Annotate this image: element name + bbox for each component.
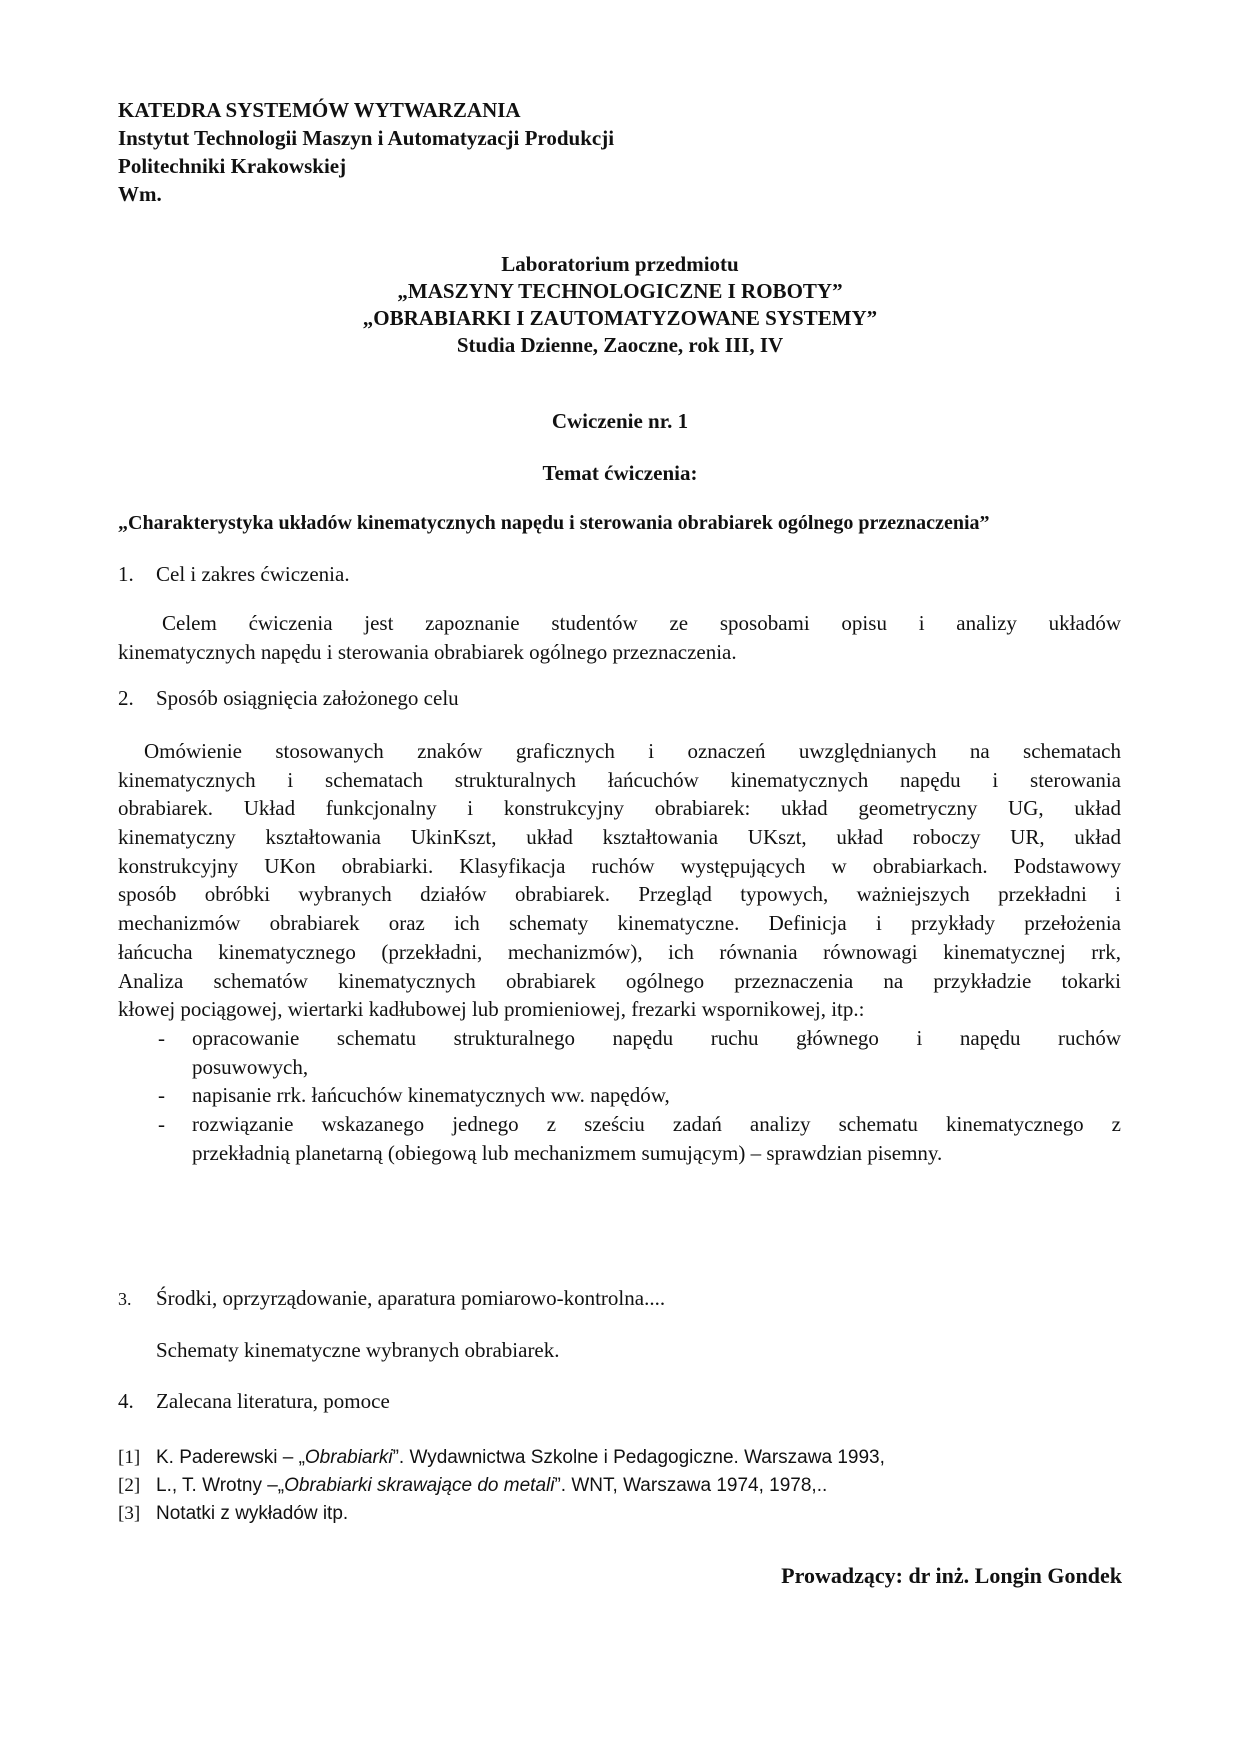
section-3-heading	[118, 1286, 665, 1311]
reference-publisher: ”. Wydawnictwa Szkolne i Pedagogiczne. Warszawa 1993,	[392, 1447, 885, 1468]
reference-number: [2]	[118, 1475, 141, 1496]
header-wm: Wm.	[118, 182, 162, 206]
reference-author: K. Paderewski – „	[156, 1447, 305, 1468]
paragraph-line: obrabiarek. Układ funkcjonalny i konstrukcyjny obrabiarek: układ geometryczny UG, układ	[118, 796, 1121, 821]
section-title: Zalecana literatura, pomoce	[156, 1389, 390, 1413]
bullet-item	[150, 1110, 1121, 1167]
section-3-paragraph: Schematy kinematyczne wybranych obrabiarek.	[156, 1338, 560, 1362]
reference-title: Obrabiarki skrawające do metali	[284, 1475, 555, 1496]
exercise-number: Cwiczenie nr. 1	[551, 409, 689, 433]
reference-title: Obrabiarki	[304, 1447, 393, 1468]
section-number: 1.	[118, 562, 134, 586]
bullet-dash: -	[158, 1026, 165, 1050]
paragraph-line: kłowej pociągowej, wiertarki kadłubowej lub promieniowej, frezarki wspornikowej, itp.:	[118, 997, 865, 1022]
section-title: Sposób osiągnięcia założonego celu	[156, 686, 459, 710]
section-number: 4.	[118, 1389, 134, 1413]
section-title: Cel i zakres ćwiczenia.	[156, 562, 350, 586]
subject-title-1: „MASZYNY TECHNOLOGICZNE I ROBOTY”	[397, 279, 843, 303]
reference-author: L., T. Wrotny –„	[156, 1475, 285, 1496]
section-2-bullet-list	[150, 1024, 1121, 1168]
section-1-paragraph	[118, 609, 1121, 666]
paragraph-line: kinematyczny kształtowania UkinKszt, układ kształtowania UKszt, układ roboczy UR, układ	[118, 825, 1121, 850]
reference-text: Notatki z wykładów itp.	[156, 1503, 349, 1524]
university-name: Politechniki Krakowskiej	[118, 154, 347, 178]
paragraph-line: konstrukcyjny UKon obrabiarki. Klasyfikacja ruchów występujących w obrabiarkach. Podstawowy	[118, 853, 1121, 878]
paragraph-line: Analiza schematów kinematycznych obrabiarek ogólnego przeznaczenia na przykładzie tokarki	[118, 968, 1121, 993]
paragraph-line: Omówienie stosowanych znaków graficznych i oznaczeń uwzględnianych na schematach	[144, 739, 1121, 763]
paragraph-line: sposób obróbki wybranych działów obrabiarek. Przegląd typowych, ważniejszych przekładni i	[118, 882, 1121, 907]
paragraph-line: kinematycznych napędu i sterowania obrabiarek ogólnego przeznaczenia.	[118, 639, 737, 664]
section-2-heading	[118, 686, 459, 711]
bullet-dash: -	[158, 1083, 165, 1108]
reference-item	[118, 1500, 885, 1528]
bullet-item	[150, 1081, 1121, 1110]
reference-publisher: ”. WNT, Warszawa 1974, 1978,..	[554, 1475, 828, 1496]
section-2-paragraph	[118, 737, 1121, 1024]
references-list	[118, 1444, 885, 1528]
subject-title-2: „OBRABIARKI I ZAUTOMATYZOWANE SYSTEMY”	[362, 306, 878, 330]
lab-label: Laboratorium przedmiotu	[501, 252, 739, 276]
reference-number: [1]	[118, 1447, 141, 1468]
paragraph-line: łańcucha kinematycznego (przekładni, mechanizmów), ich równania równowagi kinematycznej rrk,	[118, 939, 1121, 964]
department-name: KATEDRA SYSTEMÓW WYTWARZANIA	[118, 98, 521, 122]
instructor-signature: Prowadzący: dr inż. Longin Gondek	[781, 1563, 1122, 1588]
paragraph-line: kinematycznych i schematach strukturalnych łańcuchów kinematycznych napędu i sterowania	[118, 767, 1121, 792]
paragraph-line: mechanizmów obrabiarek oraz ich schematy kinematyczne. Definicja i przykłady przełożenia	[118, 911, 1121, 936]
bullet-item	[150, 1024, 1121, 1081]
section-number: 2.	[118, 686, 134, 710]
reference-number: [3]	[118, 1503, 141, 1524]
paragraph-line: Celem ćwiczenia jest zapoznanie studentów ze sposobami opisu i analizy układów	[162, 611, 1121, 635]
bullet-dash: -	[158, 1112, 165, 1137]
studies-info: Studia Dzienne, Zaoczne, rok III, IV	[456, 333, 784, 357]
exercise-topic: „Charakterystyka układów kinematycznych napędu i sterowania obrabiarek ogólnego przeznaczenia”	[118, 512, 990, 534]
exercise-topic-label: Temat ćwiczenia:	[542, 461, 698, 485]
bullet-line: przekładnią planetarną (obiegową lub mechanizmem sumującym) – sprawdzian pisemny.	[192, 1140, 943, 1165]
reference-item	[118, 1444, 885, 1472]
bullet-line: posuwowych,	[192, 1054, 309, 1079]
reference-item	[118, 1472, 885, 1500]
bullet-line: napisanie rrk. łańcuchów kinematycznych ww. napędów,	[192, 1083, 670, 1108]
institute-name: Instytut Technologii Maszyn i Automatyzacji Produkcji	[118, 126, 615, 150]
section-number: 3.	[118, 1289, 132, 1309]
bullet-line: rozwiązanie wskazanego jednego z sześciu zadań analizy schematu kinematycznego z	[192, 1112, 1121, 1137]
bullet-line: opracowanie schematu strukturalnego napędu ruchu głównego i napędu ruchów	[192, 1026, 1121, 1050]
section-1-heading	[118, 562, 350, 587]
section-4-heading	[118, 1389, 390, 1414]
section-title: Środki, oprzyrządowanie, aparatura pomiarowo-kontrolna....	[156, 1286, 666, 1310]
